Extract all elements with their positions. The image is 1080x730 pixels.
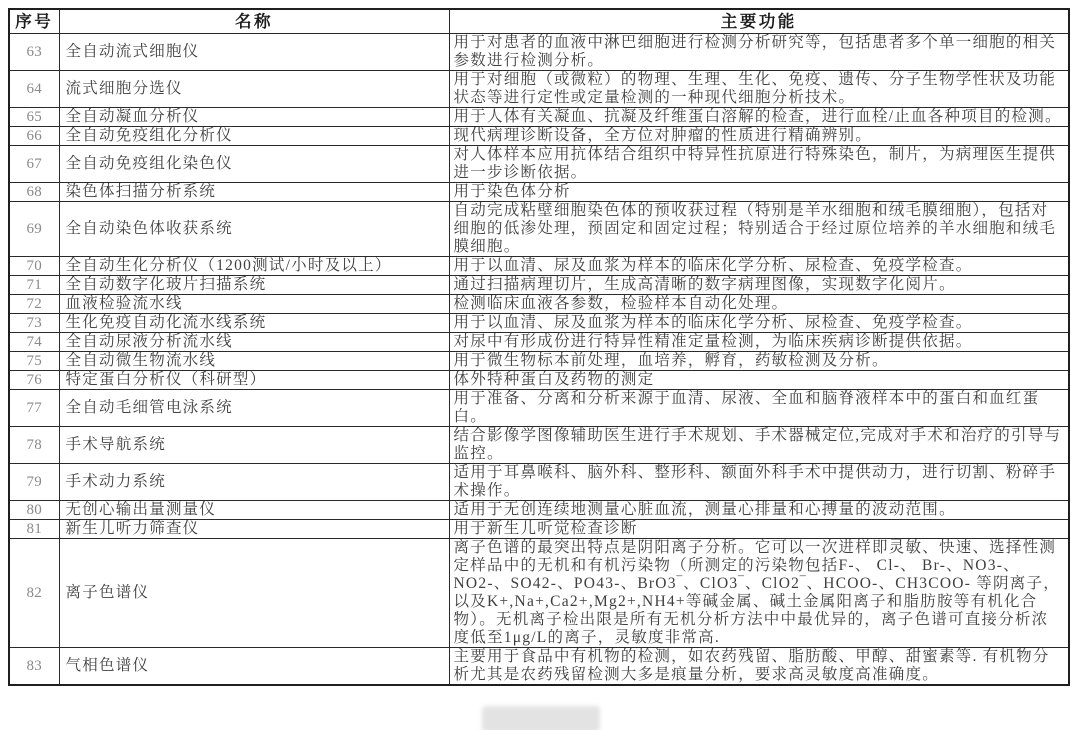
row-number-cell: 64 — [9, 71, 59, 108]
table-row — [9, 333, 1069, 352]
table-row — [9, 146, 1069, 183]
table-row — [9, 390, 1069, 427]
row-name-cell: 特定蛋白分析仪（科研型） — [59, 371, 449, 390]
row-number-cell: 72 — [9, 295, 59, 314]
row-name-cell: 全自动尿液分析流水线 — [59, 333, 449, 352]
row-name-cell: 新生儿听力筛查仪 — [59, 520, 449, 539]
row-number-cell: 76 — [9, 371, 59, 390]
row-name-cell: 全自动数字化玻片扫描系统 — [59, 276, 449, 295]
row-number-cell: 71 — [9, 276, 59, 295]
table-row — [9, 202, 1069, 257]
table-row — [9, 501, 1069, 520]
row-function-cell: 适用于无创连续地测量心脏血流，测量心排量和心搏量的波动范围。 — [449, 501, 1069, 520]
table-row — [9, 464, 1069, 501]
row-name-cell: 全自动毛细管电泳系统 — [59, 390, 449, 427]
row-function-cell: 适用于耳鼻喉科、脑外科、整形科、额面外科手术中提供动力，进行切割、粉碎手术操作。 — [449, 464, 1069, 501]
row-function-cell: 结合影像学图像辅助医生进行手术规划、手术器械定位,完成对手术和治疗的引导与监控。 — [449, 427, 1069, 464]
table-row — [9, 257, 1069, 276]
header-cell-function: 主要功能 — [449, 9, 1069, 34]
row-function-cell: 用于对患者的血液中淋巴细胞进行检测分析研究等，包括患者多个单一细胞的相关参数进行检测分析。 — [449, 34, 1069, 71]
table-row — [9, 71, 1069, 108]
row-name-cell: 全自动免疫组化分析仪 — [59, 127, 449, 146]
table-row — [9, 108, 1069, 127]
row-function-cell: 用于以血清、尿及血浆为样本的临床化学分析、尿检查、免疫学检查。 — [449, 257, 1069, 276]
row-function-cell: 对尿中有形成份进行特异性精准定量检测，为临床疾病诊断提供依据。 — [449, 333, 1069, 352]
table-row — [9, 352, 1069, 371]
equipment-table — [8, 8, 1070, 686]
row-name-cell: 全自动微生物流水线 — [59, 352, 449, 371]
row-function-cell: 用于人体有关凝血、抗凝及纤维蛋白溶解的检查，进行血栓/止血各种项目的检测。 — [449, 108, 1069, 127]
row-name-cell: 手术导航系统 — [59, 427, 449, 464]
row-function-cell: 离子色谱的最突出特点是阴阳离子分析。它可以一次进样即灵敏、快速、选择性测定样品中的无机和有机污染物（所测定的污染物包括F-、 Cl-、 Br-、NO3-、NO2-、SO42-、PO43-、BrO3‾、ClO3‾、ClO2‾、HCOO-、CH3COO- 等阴离子，以及K+,Na+,Ca2+,Mg2+,NH4+等碱金属、碱土金属阳离子和脂肪胺等有机化合物）。无机离子检出限是所有无机分析方法中中最优异的，离子色谱可直接分析浓度低至1μg/L的离子，灵敏度非常高. — [449, 539, 1069, 648]
row-function-cell: 现代病理诊断设备，全方位对肿瘤的性质进行精确辨别。 — [449, 127, 1069, 146]
row-function-cell: 用于以血清、尿及血浆为样本的临床化学分析、尿检查、免疫学检查。 — [449, 314, 1069, 333]
table-row — [9, 127, 1069, 146]
header-cell-name: 名称 — [59, 9, 449, 34]
row-function-cell: 通过扫描病理切片，生成高清晰的数字病理图像，实现数字化阅片。 — [449, 276, 1069, 295]
table-row — [9, 427, 1069, 464]
row-function-cell: 体外特种蛋白及药物的测定 — [449, 371, 1069, 390]
header-row — [9, 9, 1069, 34]
row-name-cell: 无创心输出量测量仪 — [59, 501, 449, 520]
row-number-cell: 83 — [9, 648, 59, 686]
row-number-cell: 63 — [9, 34, 59, 71]
row-name-cell: 全自动凝血分析仪 — [59, 108, 449, 127]
row-number-cell: 66 — [9, 127, 59, 146]
row-number-cell: 73 — [9, 314, 59, 333]
row-name-cell: 血液检验流水线 — [59, 295, 449, 314]
row-function-cell: 用于新生儿听觉检查诊断 — [449, 520, 1069, 539]
table-body — [9, 34, 1069, 686]
row-function-cell: 自动完成粘壁细胞染色体的预收获过程（特别是羊水细胞和绒毛膜细胞），包括对细胞的低渗处理，预固定和固定过程；特别适合于经过原位培养的羊水细胞和绒毛膜细胞。 — [449, 202, 1069, 257]
row-function-cell: 用于对细胞（或微粒）的物理、生理、生化、免疫、遗传、分子生物学性状及功能状态等进行定性或定量检测的一种现代细胞分析技术。 — [449, 71, 1069, 108]
row-number-cell: 82 — [9, 539, 59, 648]
row-name-cell: 全自动流式细胞仪 — [59, 34, 449, 71]
row-number-cell: 75 — [9, 352, 59, 371]
table-row — [9, 295, 1069, 314]
row-number-cell: 67 — [9, 146, 59, 183]
row-name-cell: 离子色谱仪 — [59, 539, 449, 648]
table-row — [9, 539, 1069, 648]
row-function-cell: 检测临床血液各参数，检验样本自动化处理。 — [449, 295, 1069, 314]
row-name-cell: 手术动力系统 — [59, 464, 449, 501]
table-row — [9, 314, 1069, 333]
table-row — [9, 276, 1069, 295]
row-function-cell: 对人体样本应用抗体结合组织中特异性抗原进行特殊染色，制片，为病理医生提供进一步诊断依据。 — [449, 146, 1069, 183]
table-row — [9, 34, 1069, 71]
table-row — [9, 371, 1069, 390]
watermark-smudge — [482, 706, 600, 730]
row-number-cell: 80 — [9, 501, 59, 520]
row-function-cell: 用于准备、分离和分析来源于血清、尿液、全血和脑脊液样本中的蛋白和血红蛋白。 — [449, 390, 1069, 427]
row-number-cell: 78 — [9, 427, 59, 464]
table-row — [9, 183, 1069, 202]
row-name-cell: 生化免疫自动化流水线系统 — [59, 314, 449, 333]
row-number-cell: 79 — [9, 464, 59, 501]
row-number-cell: 70 — [9, 257, 59, 276]
header-cell-number: 序号 — [9, 9, 59, 34]
row-number-cell: 68 — [9, 183, 59, 202]
table-row — [9, 648, 1069, 686]
row-name-cell: 全自动免疫组化染色仪 — [59, 146, 449, 183]
row-function-cell: 用于微生物标本前处理，血培养，孵育，药敏检测及分析。 — [449, 352, 1069, 371]
row-name-cell: 全自动染色体收获系统 — [59, 202, 449, 257]
row-number-cell: 81 — [9, 520, 59, 539]
table-header — [9, 9, 1069, 34]
row-name-cell: 全自动生化分析仪（1200测试/小时及以上） — [59, 257, 449, 276]
table-row — [9, 520, 1069, 539]
row-number-cell: 77 — [9, 390, 59, 427]
row-name-cell: 流式细胞分选仪 — [59, 71, 449, 108]
row-name-cell: 气相色谱仪 — [59, 648, 449, 686]
row-number-cell: 69 — [9, 202, 59, 257]
row-number-cell: 74 — [9, 333, 59, 352]
row-function-cell: 主要用于食品中有机物的检测，如农药残留、脂肪酸、甲醇、甜蜜素等. 有机物分析尤其是农药残留检测大多是痕量分析，要求高灵敏度高准确度。 — [449, 648, 1069, 686]
row-function-cell: 用于染色体分析 — [449, 183, 1069, 202]
row-number-cell: 65 — [9, 108, 59, 127]
row-name-cell: 染色体扫描分析系统 — [59, 183, 449, 202]
